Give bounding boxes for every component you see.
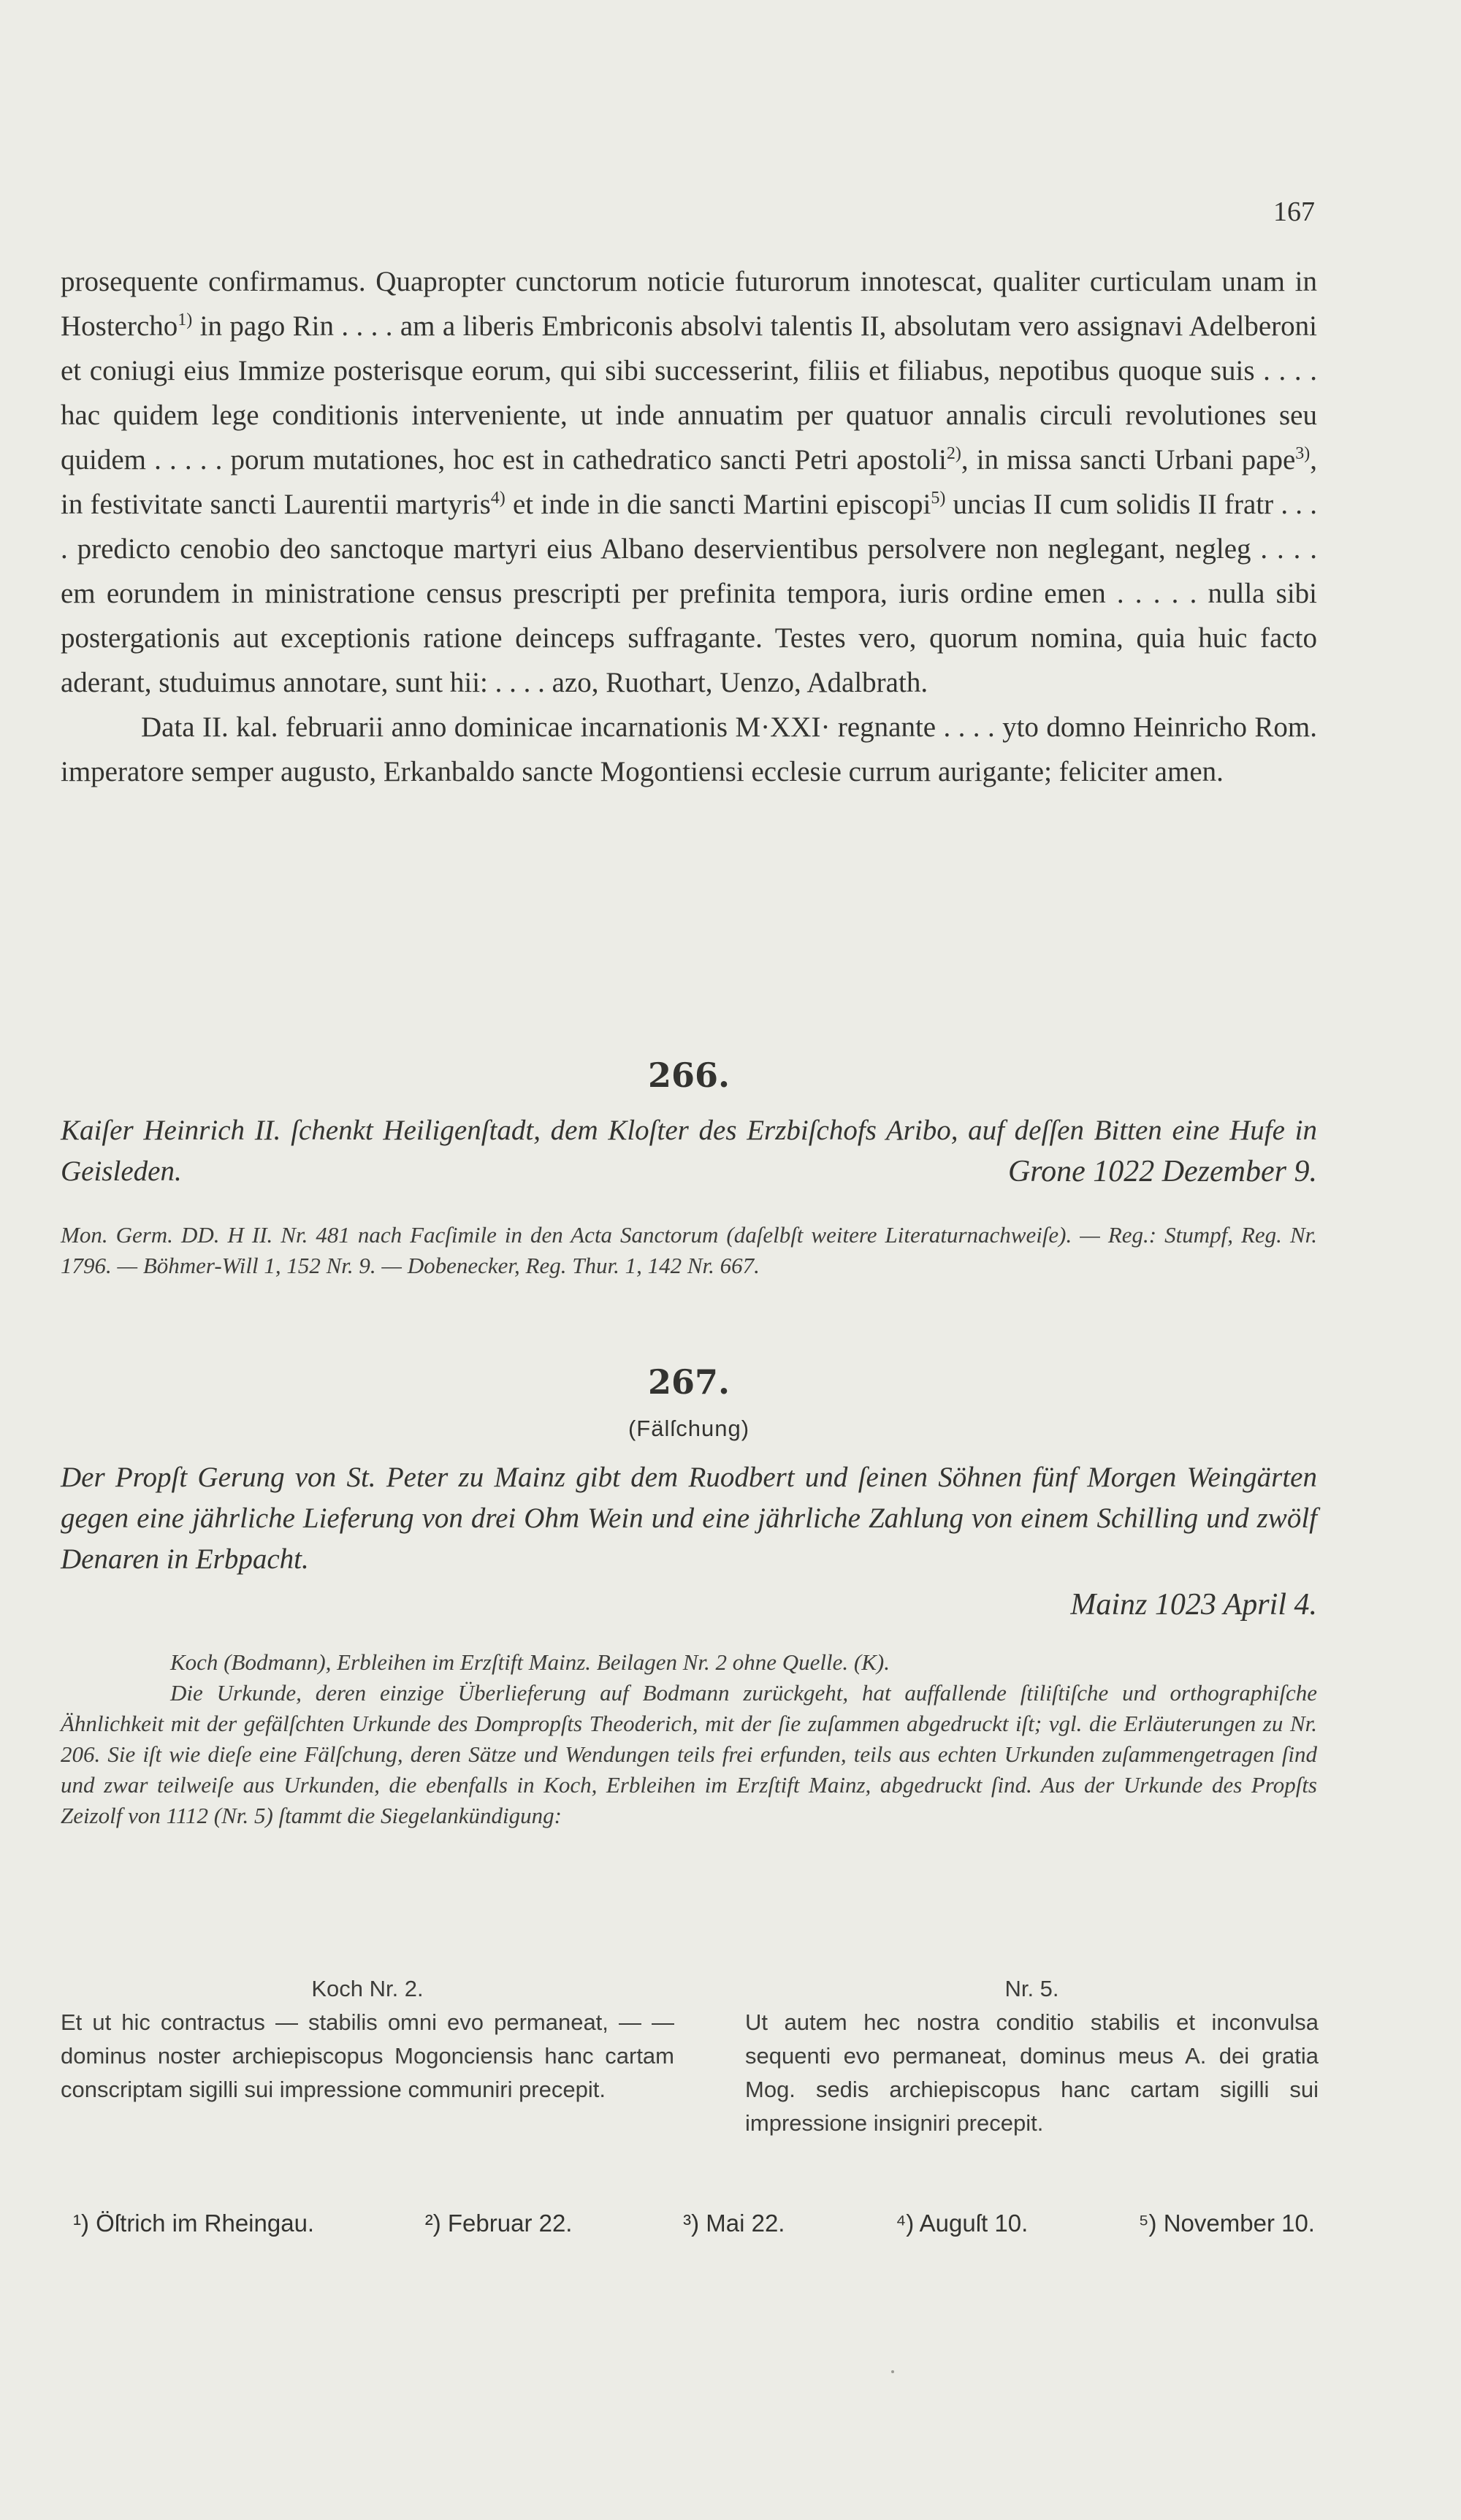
- footnote-ref: 3): [1295, 444, 1311, 463]
- column-text: Ut autem hec nostra conditio stabilis et inconvulsa sequenti evo permaneat, dominus meus A. dei gratia Mog. sedis archiepiscopus hanc cartam sigilli sui impressione insigniri precepit.: [745, 2009, 1319, 2136]
- footnote-ref: 5): [931, 489, 946, 508]
- forgery-note: (Fälſchung): [627, 1416, 750, 1441]
- footnote: ⁵) November 10.: [1138, 2210, 1315, 2237]
- footnote: ²) Februar 22.: [424, 2210, 573, 2237]
- place-date-266: Grone 1022 Dezember 9.: [1007, 1155, 1317, 1188]
- footnote-ref: 1): [178, 310, 193, 329]
- charter-text: [61, 259, 1317, 794]
- footnote-ref: 4): [490, 489, 506, 508]
- comparison-right: [745, 1972, 1319, 2140]
- column-heading: Koch Nr. 2.: [311, 1976, 424, 2001]
- footnote-ref: 2): [946, 444, 961, 463]
- document-number-266: 266.: [647, 1055, 730, 1095]
- footnote: ³) Mai 22.: [683, 2210, 785, 2237]
- regest-266: Kaiſer Heinrich II. ſchenkt Heiligenſtadt, dem Kloſter des Erzbiſchofs Aribo, auf deſſen Bitten eine Hufe in Geisleden. Grone 1022 Dezember 9.: [61, 1110, 1317, 1192]
- charter-paragraph: prosequente confirmamus. Quapropter cunctorum noticie futurorum innotescat, qualiter curticulam unam in Hostercho$^{1)}$ in pago Rin . . . . am a liberis Embriconis absolvi talentis II, absolutam vero assignavi Adelberoni et coniugi eius Immize posterisque eorum, qui sibi successerint, filiis et filiabus, nepotibus quoque suis . . . . hac quidem lege conditionis interveniente, ut inde annuatim per quatuor annalis circuli revolutiones seu quidem . . . . . porum mutationes, hoc est in cathedratico sancti Petri apostoli$^{2)}$, in missa sancti Urbani pape$^{3)}$, in festivitate sancti Laurentii martyris$^{4)}$ et inde in die sancti Martini episcopi$^{5)}$ uncias II cum solidis II fratr . . . . predicto cenobio deo sanctoque martyri eius Albano deservientibus persolvere non neglegant, negleg . . . . em eorundem in ministratione census prescripti per prefinita tempora, iuris ordine emen . . . . . nulla sibi postergationis aut exceptionis ratione deinceps suffragante. Testes vero, quorum nomina, quia huic facto aderant, studuimus annotare, sunt hii: . . . . azo, Ruothart, Uenzo, Adalbrath.: [61, 266, 1318, 698]
- footnotes: [73, 2210, 1315, 2237]
- comparison-left: [61, 1972, 674, 2107]
- regest-267: Der Propſt Gerung von St. Peter zu Mainz gibt dem Ruodbert und ſeinen Söhnen fünf Morgen Weingärten gegen eine jährliche Lieferung von drei Ohm Wein und eine jährliche Zahlung von einem Schilling und zwölf Denaren in Erbpacht. Mainz 1023 April 4.: [61, 1457, 1317, 1625]
- source-line: Koch (Bodmann), Erbleihen im Erzſtift Mainz. Beilagen Nr. 2 ohne Quelle. (K).: [170, 1649, 890, 1675]
- sources-266: Mon. Germ. DD. H II. Nr. 481 nach Facſimile in den Acta Sanctorum (daſelbſt weitere Literaturnachweiſe). — Reg.: Stumpf, Reg. Nr. 1796. — Böhmer-Will 1, 152 Nr. 9. — Dobenecker, Reg. Thur. 1, 142 Nr. 667.: [61, 1222, 1317, 1278]
- footnote: ⁴) Auguſt 10.: [896, 2210, 1029, 2237]
- paper-speck: [891, 2370, 894, 2373]
- page-number: 167: [1273, 196, 1315, 227]
- document-number-267: 267.: [647, 1362, 730, 1402]
- footnote: ¹) Öſtrich im Rheingau.: [73, 2210, 315, 2237]
- column-heading: Nr. 5.: [1004, 1976, 1059, 2001]
- commentary: Die Urkunde, deren einzige Überlieferung auf Bodmann zurückgeht, hat auffallende ſtiliſtiſche und orthographiſche Ähnlichkeit mit der gefälſchten Urkunde des Dompropſts Theoderich, mit der ſie zuſammen abgedruckt iſt; vgl. die Erläuterungen zu Nr. 206. Sie iſt wie dieſe eine Fälſchung, deren Sätze und Wendungen teils frei erfunden, teils aus echten Urkunden zuſammengetragen ſind und zwar teilweiſe aus Urkunden, die ebenfalls in Koch, Erbleihen im Erzſtift Mainz, abgedruckt ſind. Aus der Urkunde des Propſts Zeizolf von 1112 (Nr. 5) ſtammt die Siegelankündigung:: [61, 1680, 1317, 1828]
- sources-267: [61, 1647, 1317, 1831]
- place-date-267: Mainz 1023 April 4.: [1070, 1588, 1317, 1622]
- column-text: Et ut hic contractus — stabilis omni evo permaneat, — — dominus noster archiepiscopus Mogonciensis hanc cartam conscriptam sigilli sui impressione communiri precepit.: [61, 2009, 674, 2102]
- dating-clause: Data II. kal. februarii anno dominicae incarnationis M·XXI· regnante . . . . yto domno Heinricho Rom. imperatore semper augusto, Erkanbaldo sancte Mogontiensi ecclesie currum aurigante; feliciter amen.: [61, 711, 1317, 787]
